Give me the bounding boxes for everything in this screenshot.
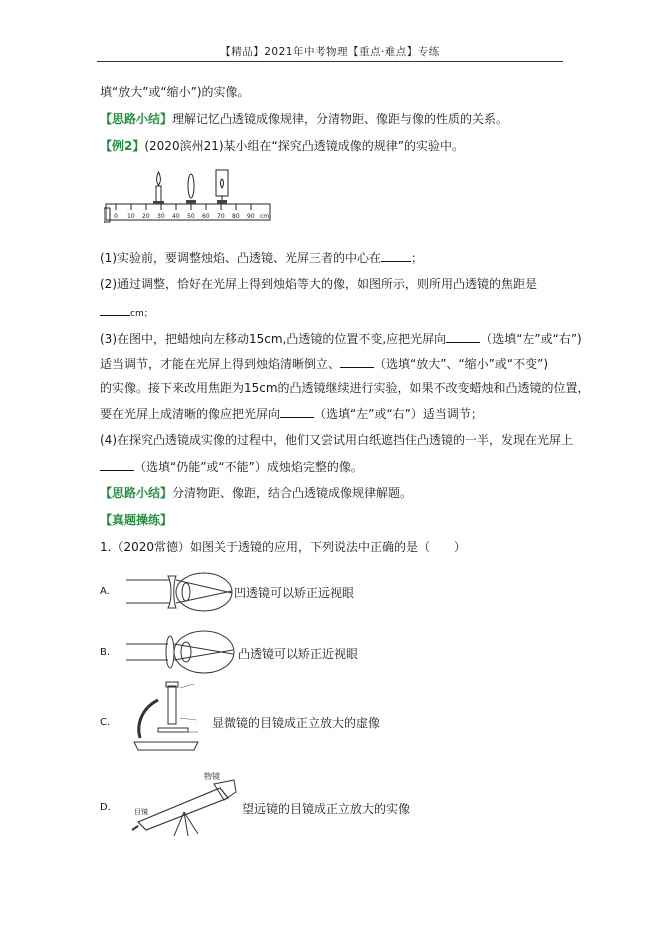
- answer-blank-3b[interactable]: [340, 355, 374, 368]
- tick-label: 70: [217, 213, 225, 220]
- question-3-text-f: 要在光屏上成清晰的像应把光屏向: [100, 407, 281, 421]
- tick-label: cm: [260, 213, 270, 220]
- page-header: 【精品】2021年中考物理【重点·难点】专练: [220, 46, 440, 58]
- telescope-figure: [124, 770, 240, 836]
- tick-label: 90: [247, 213, 255, 220]
- question-1-text: (1)实验前，要调整烛焰、凸透镜、光屏三者的中心在: [100, 251, 382, 265]
- question-1: [100, 249, 423, 266]
- optical-bench-figure: [104, 168, 276, 230]
- answer-blank-3c[interactable]: [280, 405, 314, 418]
- question-3-text-c: 适当调节，才能在光屏上得到烛焰清晰倒立、: [100, 357, 341, 371]
- question-4-text: （选填“仍能”或“不能”）成烛焰完整的像。: [134, 460, 363, 474]
- question-3-text-d: （选填“放大”、“缩小”或“不变”): [374, 357, 548, 371]
- question-3-text-g: （选填“左”或“右”）适当调节；: [314, 407, 483, 421]
- question-1-end: ；: [411, 251, 424, 265]
- answer-blank-4[interactable]: [100, 458, 134, 471]
- tick-label: 40: [172, 213, 180, 220]
- ruler-tick-labels: [114, 213, 269, 220]
- choice-a-text: 凹透镜可以矫正远视眼: [234, 586, 355, 600]
- tick-label: 10: [127, 213, 135, 220]
- summary-1-text: 理解记忆凸透镜成像规律，分清物距、像距与像的性质的关系。: [172, 112, 509, 126]
- tick-label: 30: [157, 213, 165, 220]
- question-2-cont: [100, 303, 153, 322]
- choice-a-letter: A.: [100, 586, 110, 597]
- candle-icon: [153, 172, 164, 204]
- practice-heading: [100, 512, 172, 528]
- question-3-line-2: [100, 355, 548, 372]
- practice-question-1: 1.（2020常德）如图关于透镜的应用，下列说法中正确的是（ ）: [100, 540, 466, 554]
- text-line-1: 填“放大”或“缩小”)的实像。: [100, 85, 250, 99]
- telescope-eyepiece-label: 目镜: [134, 808, 148, 816]
- question-2-unit: cm；: [130, 309, 153, 319]
- example-2-tag: 【例2】: [100, 139, 145, 153]
- choice-d-letter: D.: [100, 802, 111, 813]
- question-3-line-3: 的实像。接下来改用焦距为15cm的凸透镜继续进行实验，如果不改变蜡烛和凸透镜的位置，: [100, 381, 590, 395]
- light-screen-icon: [216, 170, 228, 204]
- microscope-tube-icon: [168, 686, 176, 724]
- summary-2: [100, 485, 412, 501]
- answer-blank-2[interactable]: [100, 303, 130, 316]
- telescope-tube-icon: [138, 788, 228, 830]
- question-4-line-1: (4)在探究凸透镜成实像的过程中，他们又尝试用白纸遮挡住凸透镜的一半，发现在光屏上: [100, 433, 574, 447]
- convex-lens-icon: [166, 636, 174, 668]
- question-3-line-1: [100, 330, 582, 347]
- tick-label: 0: [114, 213, 118, 220]
- microscope-figure: [128, 680, 208, 756]
- example-2-heading: [100, 138, 464, 154]
- practice-tag: 【真题操练】: [100, 513, 173, 527]
- question-3-line-4: [100, 405, 483, 422]
- question-4-line-2: [100, 458, 363, 475]
- summary-1: [100, 111, 508, 127]
- answer-blank-1[interactable]: [381, 249, 411, 262]
- convex-lens-icon: [186, 174, 196, 204]
- ruler-ticks: [116, 204, 251, 210]
- example-2-text: (2020滨州21)某小组在“探究凸透镜成像的规律”的实验中。: [144, 139, 464, 153]
- choice-b-text: 凸透镜可以矫正近视眼: [238, 647, 359, 661]
- choice-c-text: 显微镜的目镜成正立放大的虚像: [212, 716, 381, 730]
- choice-c-letter: C.: [100, 717, 111, 728]
- eyeball-icon: [174, 631, 234, 673]
- header-rule: [97, 61, 563, 62]
- tick-label: 20: [142, 213, 150, 220]
- tick-label: 60: [202, 213, 210, 220]
- choice-d-text: 望远镜的目镜成正立放大的实像: [242, 802, 411, 816]
- summary-2-text: 分清物距、像距，结合凸透镜成像规律解题。: [172, 486, 413, 500]
- choice-b-letter: B.: [100, 647, 111, 658]
- telescope-objective-label: 物镜: [204, 772, 220, 781]
- eye-convex-lens-figure: [124, 628, 236, 676]
- summary-1-tag: 【思路小结】: [100, 112, 173, 126]
- question-2: (2)通过调整，恰好在光屏上得到烛焰等大的像，如图所示，则所用凸透镜的焦距是: [100, 277, 538, 291]
- summary-2-tag: 【思路小结】: [100, 486, 173, 500]
- eye-concave-lens-figure: [122, 570, 234, 614]
- eyeball-icon: [176, 573, 232, 611]
- tick-label: 80: [232, 213, 240, 220]
- tick-label: 50: [187, 213, 195, 220]
- answer-blank-3a[interactable]: [446, 330, 480, 343]
- question-3-text-b: （选填“左”或“右”): [480, 332, 582, 346]
- question-3-text-a: (3)在图中，把蜡烛向左移动15cm,凸透镜的位置不变,应把光屏向: [100, 332, 447, 346]
